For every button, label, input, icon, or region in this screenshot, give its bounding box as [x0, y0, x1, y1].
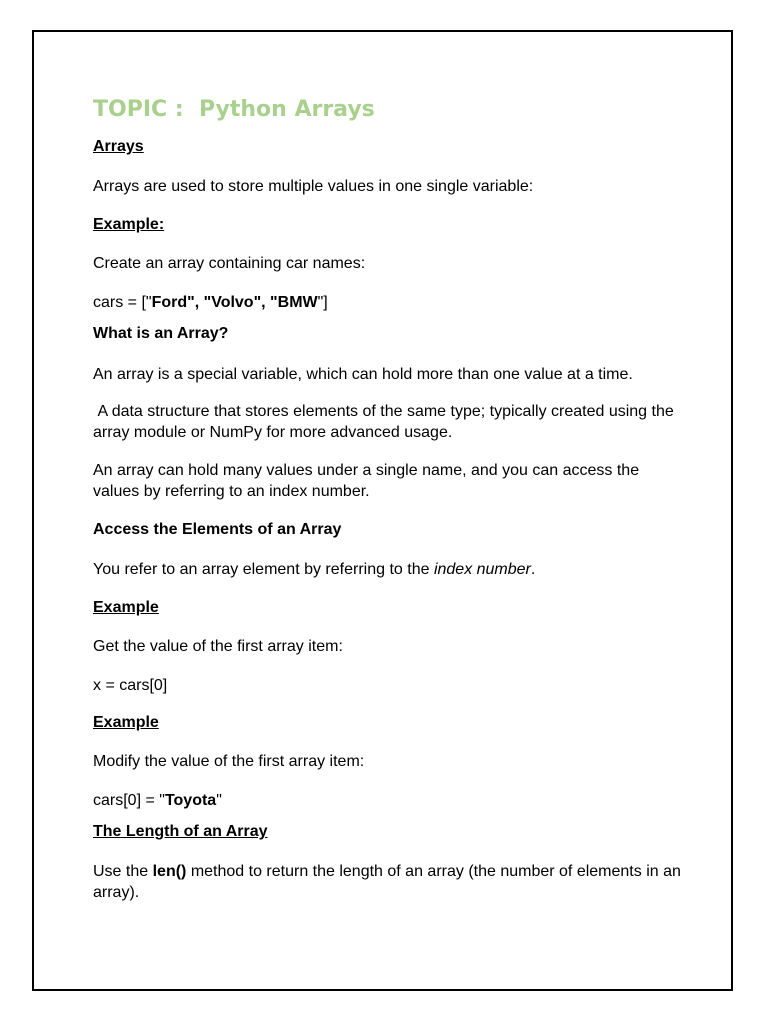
- paragraph-length: [93, 861, 683, 903]
- section-heading-what-is-array: What is an Array?: [93, 325, 229, 342]
- paragraph-text: Use the: [93, 863, 153, 880]
- example-heading-1: Example:: [93, 216, 165, 233]
- page-title: [93, 96, 693, 124]
- section-heading-arrays: Arrays: [93, 138, 144, 155]
- code-text-end: ": [216, 792, 222, 809]
- code-value-ford: Ford", ": [151, 294, 212, 311]
- code-value-volvo: Volvo", ": [211, 294, 278, 311]
- section-heading-access-elements: Access the Elements of an Array: [93, 521, 342, 538]
- code-text: cars = [": [93, 294, 152, 311]
- paragraph-text-end: method to return the length of an array (the number of elements in an array).: [93, 863, 681, 901]
- section-heading-length: The Length of an Array: [93, 823, 268, 840]
- paragraph-example-2: Get the value of the first array item:: [93, 638, 343, 655]
- paragraph-what-is-array-2: A data structure that stores elements of the same type; typically created using the array module or NumPy for more advanced usage.: [93, 403, 679, 441]
- title-prefix: TOPIC :: [93, 97, 184, 122]
- code-cars-array: [93, 292, 693, 313]
- paragraph-text: You refer to an array element by referring to the: [93, 561, 434, 578]
- code-modify-first-item: [93, 790, 693, 811]
- code-get-first-item: x = cars[0]: [93, 677, 168, 694]
- paragraph-access-elements: [93, 559, 693, 580]
- emphasis-index-number: index number: [433, 561, 531, 578]
- page-border: [32, 30, 733, 991]
- paragraph-arrays-intro: Arrays are used to store multiple values in one single variable:: [93, 178, 534, 195]
- paragraph-what-is-array-1: An array is a special variable, which can hold more than one value at a time.: [93, 366, 633, 383]
- code-text: cars[0] = ": [93, 792, 165, 809]
- paragraph-example-1: Create an array containing car names:: [93, 255, 366, 272]
- code-value-bmw: BMW: [277, 294, 318, 311]
- code-value-toyota: Toyota: [164, 792, 217, 809]
- paragraph-what-is-array-3: An array can hold many values under a single name, and you can access the values by referring to an index number.: [93, 462, 640, 500]
- example-heading-3: Example: [93, 714, 159, 731]
- title-main: Python Arrays: [198, 97, 375, 122]
- code-text-end: "]: [317, 294, 328, 311]
- paragraph-text-end: .: [530, 561, 536, 578]
- code-len-function: len(): [152, 863, 187, 880]
- example-heading-2: Example: [93, 599, 159, 616]
- paragraph-example-3: Modify the value of the first array item:: [93, 753, 365, 770]
